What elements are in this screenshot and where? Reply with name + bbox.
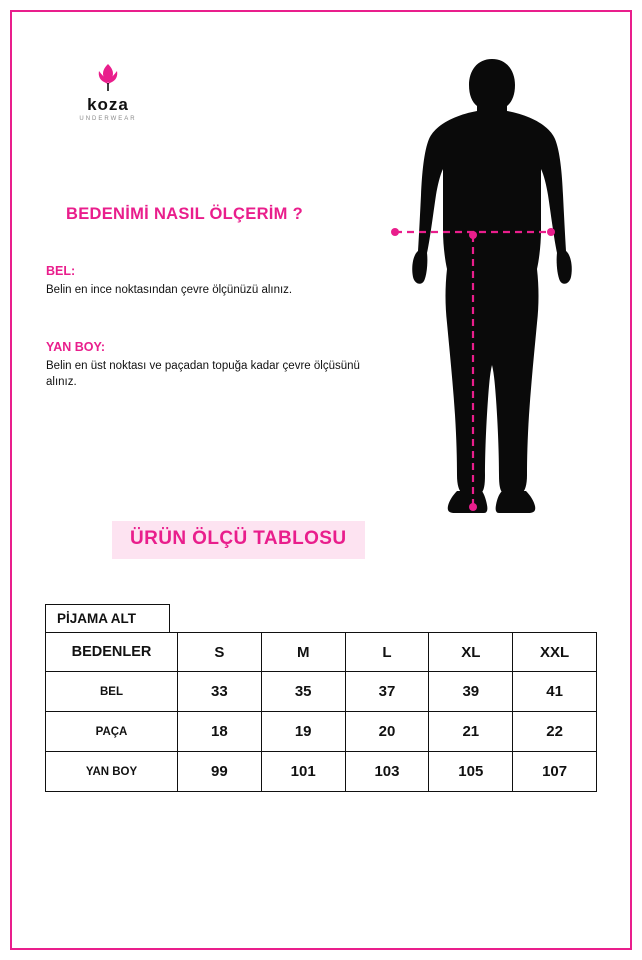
table-cell: 103	[345, 752, 429, 792]
table-header-row	[46, 633, 597, 672]
table-header-size-l: L	[345, 633, 429, 672]
male-body-silhouette	[385, 55, 600, 525]
product-label: PİJAMA ALT	[45, 604, 170, 632]
page-title: BEDENİMİ NASIL ÖLÇERİM ?	[66, 205, 303, 223]
measurement-title: YAN BOY:	[46, 340, 106, 354]
measurement-description: Belin en üst noktası ve paçadan topuğa kadar çevre ölçüsünü alınız.	[46, 360, 360, 388]
measurement-block-yan-boy	[46, 340, 376, 390]
table-corner-label: BEDENLER	[46, 633, 178, 672]
table-cell: 99	[178, 752, 262, 792]
table-row	[46, 712, 597, 752]
table-cell: 39	[429, 672, 513, 712]
table-cell: 22	[513, 712, 597, 752]
table-cell: 35	[261, 672, 345, 712]
table-cell: 19	[261, 712, 345, 752]
measurement-block-bel	[46, 264, 376, 299]
table-header-size-s: S	[178, 633, 262, 672]
table-row-label: BEL	[46, 672, 178, 712]
table-cell: 37	[345, 672, 429, 712]
table-row	[46, 672, 597, 712]
table-cell: 105	[429, 752, 513, 792]
table-cell: 41	[513, 672, 597, 712]
brand-name: koza	[87, 95, 129, 114]
measurement-title: BEL:	[46, 264, 76, 278]
table-row	[46, 752, 597, 792]
table-title-banner: ÜRÜN ÖLÇÜ TABLOSU	[112, 521, 365, 559]
table-cell: 33	[178, 672, 262, 712]
table-row-label: YAN BOY	[46, 752, 178, 792]
brand-logo	[48, 62, 168, 122]
table-header-size-m: M	[261, 633, 345, 672]
table-header-size-xl: XL	[429, 633, 513, 672]
table-cell: 18	[178, 712, 262, 752]
brand-tagline: UNDERWEAR	[79, 116, 137, 122]
koza-flower-logo-icon	[91, 62, 125, 94]
measurement-description: Belin en ince noktasından çevre ölçünüzü alınız.	[46, 284, 293, 296]
table-row-label: PAÇA	[46, 712, 178, 752]
table-cell: 20	[345, 712, 429, 752]
table-cell: 21	[429, 712, 513, 752]
size-table	[45, 632, 597, 792]
table-header-size-xxl: XXL	[513, 633, 597, 672]
table-cell: 101	[261, 752, 345, 792]
table-cell: 107	[513, 752, 597, 792]
